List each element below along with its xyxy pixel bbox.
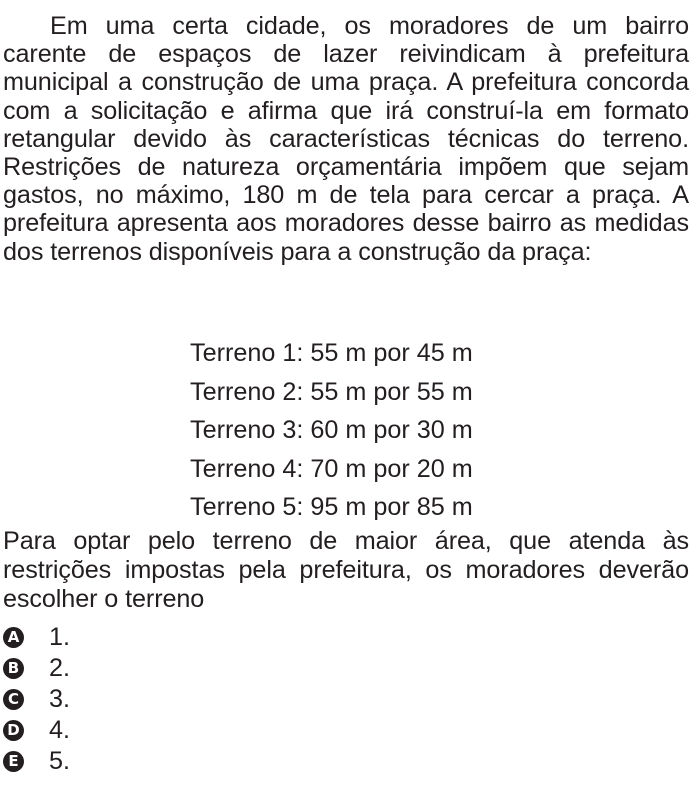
terrain-item-4: Terreno 4: 70 m por 20 m	[190, 454, 473, 483]
option-d[interactable]	[3, 715, 70, 746]
option-letter-badge: D	[3, 720, 24, 741]
option-e[interactable]	[3, 746, 70, 777]
terrain-list	[190, 334, 590, 527]
question-prompt: Para optar pelo terreno de maior área, que atenda às restrições impostas pela prefeitura, os moradores deverão escolher o terreno	[3, 527, 689, 613]
option-text: 5.	[49, 747, 71, 775]
option-letter-badge: E	[3, 751, 24, 772]
option-b[interactable]	[3, 653, 70, 684]
option-text: 1.	[49, 623, 71, 651]
option-text: 3.	[49, 685, 71, 713]
option-letter-badge: B	[3, 658, 24, 679]
option-a[interactable]	[3, 622, 70, 653]
question-stem: Em uma certa cidade, os moradores de um bairro carente de espaços de lazer reivindicam à prefeitura municipal a construção de uma praça. A prefeitura concorda com a solicitação e afirma que irá construí-la em formato retangular devido às características técnicas do terreno. Restrições de natureza orçamentária impõem que sejam gastos, no máximo, 180 m de tela para cercar a praça. A prefeitura apresenta aos moradores desse bairro as medidas dos terrenos disponíveis para a construção da praça:	[3, 12, 689, 266]
option-text: 4.	[49, 716, 71, 744]
terrain-item-5: Terreno 5: 95 m por 85 m	[190, 493, 473, 522]
terrain-item-1: Terreno 1: 55 m por 45 m	[190, 339, 473, 367]
answer-options	[3, 622, 70, 777]
terrain-item-2: Terreno 2: 55 m por 55 m	[190, 377, 473, 406]
terrain-item-3: Terreno 3: 60 m por 30 m	[190, 416, 473, 445]
option-letter-badge: A	[3, 627, 24, 648]
option-letter-badge: C	[3, 689, 24, 710]
option-text: 2.	[49, 654, 71, 682]
option-c[interactable]	[3, 684, 70, 715]
